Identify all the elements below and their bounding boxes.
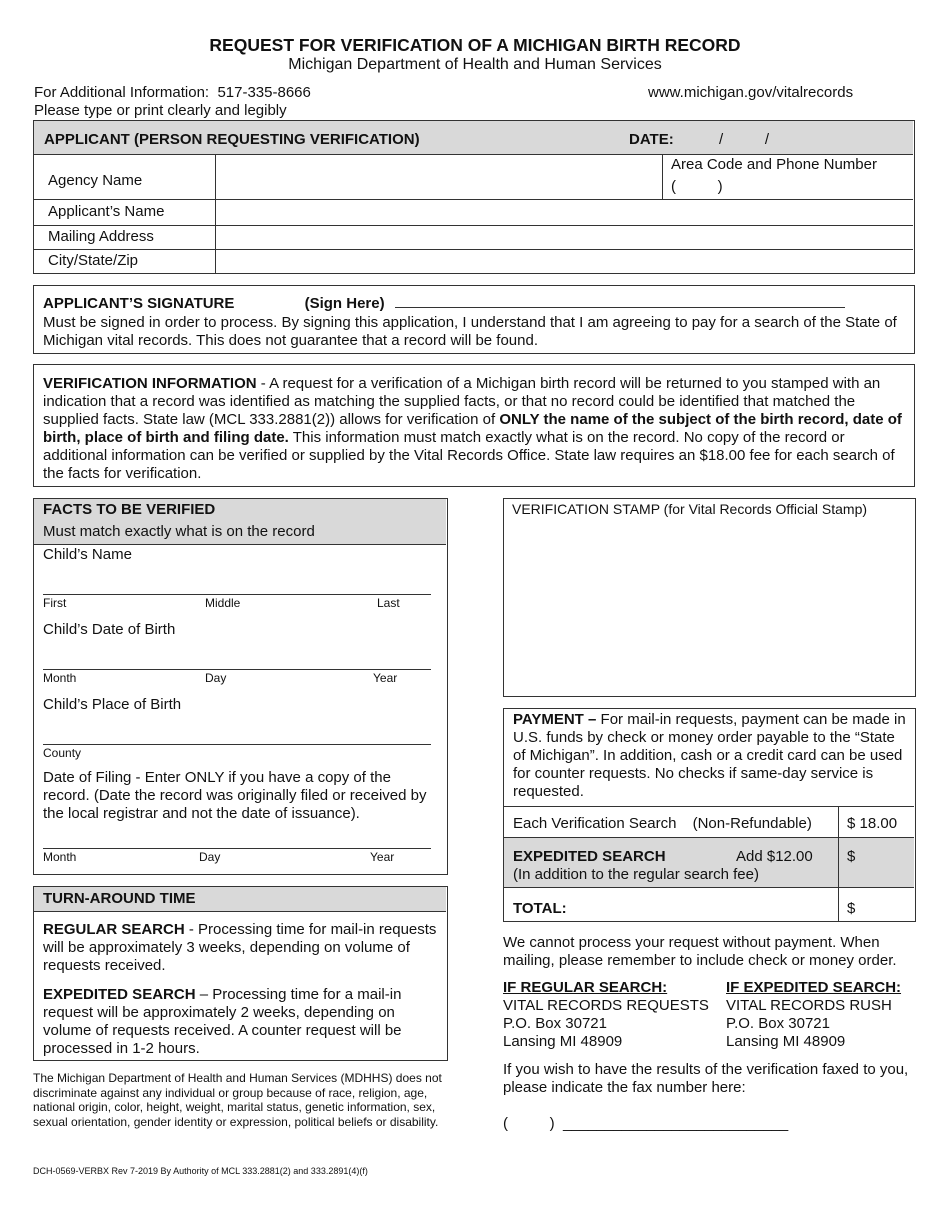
phone-input[interactable]: ( ) (671, 178, 723, 195)
form-id: DCH-0569-VERBX Rev 7-2019 By Authority of MCL 333.2881(2) and 333.2891(4)(f) (33, 1166, 368, 1176)
agency-name-input[interactable] (218, 156, 660, 198)
city-state-zip-input[interactable] (218, 250, 912, 272)
dob-month-label: Month (43, 671, 77, 685)
regular-search-heading: IF REGULAR SEARCH: (503, 979, 668, 996)
expedited-search-heading: IF EXPEDITED SEARCH: (726, 979, 902, 996)
instruction: Please type or print clearly and legibly (34, 102, 287, 119)
expedited-search-text: EXPEDITED SEARCH – Processing time for a mail-in request will be approximately 2 weeks, depending on volume of requests received. A counter request will be processed in 1-2 hours. (43, 986, 402, 1057)
expedited-amount[interactable]: $ (847, 848, 856, 865)
total-label: TOTAL: (513, 900, 567, 917)
info-phone: 517-335-8666 (217, 84, 311, 101)
dob-input[interactable] (43, 669, 431, 670)
first-label: First (43, 596, 67, 610)
fax-instruction: If you wish to have the results of the verification faxed to you, please indicate the fax number here: (503, 1061, 909, 1096)
expedited-search-label: EXPEDITED SEARCH (513, 848, 666, 865)
form-subtitle: Michigan Department of Health and Human Services (288, 56, 662, 73)
dob-label: Child’s Date of Birth (43, 621, 176, 638)
expedited-note: (In addition to the regular search fee) (513, 866, 759, 883)
payment-notice: We cannot process your request without payment. When mailing, please remember to include check or money order. (503, 934, 897, 969)
county-label: County (43, 746, 82, 760)
child-name-label: Child’s Name (43, 546, 132, 563)
phone-label: Area Code and Phone Number (671, 156, 877, 173)
expedited-address-line1: VITAL RECORDS RUSH (726, 997, 892, 1014)
mailing-address-label: Mailing Address (48, 228, 154, 245)
signature-input[interactable] (395, 307, 845, 308)
signature-section (33, 285, 915, 354)
payment-section (503, 708, 916, 922)
nondiscrimination-text: The Michigan Department of Health and Human Services (MDHHS) does not discriminate against any individual or group because of race, religion, age, national origin, color, height, weight, marital status, genetic information, sex, sexual orientation, gender identity or expression, political beliefs or disability. (33, 1071, 442, 1129)
filing-date-text: Date of Filing - Enter ONLY if you have a copy of the record. (Date the record was originally filed or received by the local registrar and not the date of issuance). (43, 769, 427, 822)
turnaround-heading: TURN-AROUND TIME (43, 890, 196, 907)
facts-subheading: Must match exactly what is on the record (43, 523, 315, 540)
website: www.michigan.gov/vitalrecords (648, 84, 854, 101)
regular-address-line2: P.O. Box 30721 (503, 1015, 607, 1032)
place-of-birth-label: Child’s Place of Birth (43, 696, 182, 713)
expedited-address-line2: P.O. Box 30721 (726, 1015, 830, 1032)
regular-address-line3: Lansing MI 48909 (503, 1033, 623, 1050)
filing-date-input[interactable] (43, 848, 431, 849)
facts-heading: FACTS TO BE VERIFIED (43, 501, 216, 518)
dob-day-label: Day (205, 671, 227, 685)
facts-section (33, 498, 448, 875)
agency-name-label: Agency Name (48, 172, 143, 189)
sign-here-label: (Sign Here) (304, 295, 385, 312)
city-state-zip-label: City/State/Zip (48, 252, 139, 269)
verification-stamp-box (503, 498, 916, 697)
applicant-name-label: Applicant’s Name (48, 203, 165, 220)
filing-year-label: Year (370, 850, 395, 864)
each-search-amount: $ 18.00 (847, 815, 898, 832)
fax-number-input[interactable]: ( ) ___________________________ (503, 1115, 789, 1132)
child-name-input[interactable] (43, 594, 431, 595)
regular-search-text: REGULAR SEARCH - Processing time for mail-in requests will be approximately 3 weeks, depending on volume of requests received. (43, 921, 437, 974)
date-field[interactable]: / / (719, 131, 770, 148)
regular-address-line1: VITAL RECORDS REQUESTS (503, 997, 709, 1014)
verification-info-heading: VERIFICATION INFORMATION (43, 375, 257, 392)
form-title: REQUEST FOR VERIFICATION OF A MICHIGAN BIRTH RECORD (209, 35, 741, 55)
place-of-birth-input[interactable] (43, 744, 431, 745)
applicant-name-input[interactable] (218, 201, 912, 224)
expedited-address-line3: Lansing MI 48909 (726, 1033, 846, 1050)
date-label: DATE: (629, 131, 674, 148)
expedited-add-label: Add $12.00 (736, 848, 813, 865)
total-amount[interactable]: $ (847, 900, 856, 917)
signature-text: Must be signed in order to process. By signing this application, I understand that I am agreeing to pay for a search of the State of Michigan vital records. This does not guarantee that a record will be found. (43, 314, 897, 349)
middle-label: Middle (205, 596, 241, 610)
info-label: For Additional Information: (34, 84, 210, 101)
payment-text: PAYMENT – For mail-in requests, payment can be made in U.S. funds by check or money order payable to the “State of Michigan”. In addition, cash or a credit card can be used for counter requests. No checks if same-day service is requested. (513, 711, 906, 800)
dob-year-label: Year (373, 671, 398, 685)
signature-label: APPLICANT’S SIGNATURE (43, 295, 235, 312)
turnaround-section (33, 886, 448, 1061)
each-search-label: Each Verification Search (Non-Refundable) (513, 815, 812, 832)
additional-info (34, 84, 311, 102)
verification-stamp-label: VERIFICATION STAMP (for Vital Records Official Stamp) (512, 501, 868, 517)
applicant-heading: APPLICANT (PERSON REQUESTING VERIFICATION) (44, 131, 420, 148)
last-label: Last (377, 596, 400, 610)
filing-day-label: Day (199, 850, 221, 864)
filing-month-label: Month (43, 850, 77, 864)
verification-info-text: VERIFICATION INFORMATION - A request for a verification of a Michigan birth record will be returned to you stamped with an indication that a record was identified as matching the supplied facts, or that no record could be identified that matched the supplied facts. State law (MCL 333.2881(2)) allows for verification of ONLY the name of the subject of the birth record, date of birth, place of birth and filing date. This information must match exactly what is on the record. No copy of the record or additional information can be verified or supplied by the Vital Records Office. State law requires an $18.00 fee for each search of the facts for verification. (43, 375, 902, 482)
verification-info-section (33, 364, 915, 487)
mailing-address-input[interactable] (218, 226, 912, 248)
applicant-section (33, 120, 915, 274)
signature-line (43, 295, 845, 313)
